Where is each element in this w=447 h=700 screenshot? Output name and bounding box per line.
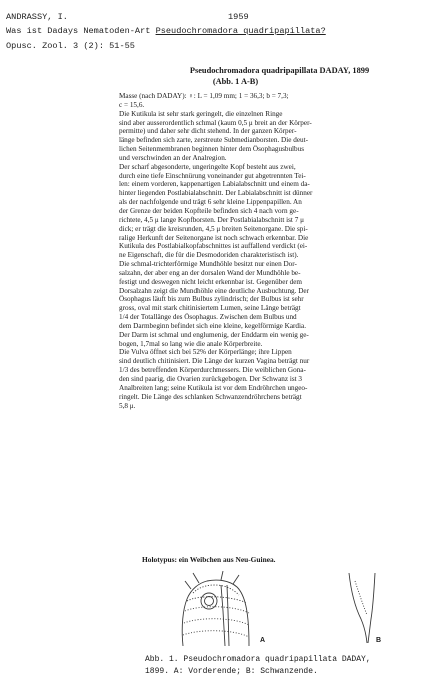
- body-line: Analbreiten lang; seine Kutikula ist vor dem Endröhrchen ungeo-: [119, 383, 308, 392]
- body-line: gross, oval mit stark chitinisiertem Lumen, seine Länge beträgt: [119, 304, 301, 313]
- body-line: sind deutlich chitinisiert. Die Länge der kurzen Vagina beträgt nur: [119, 357, 310, 366]
- citation-text: Opusc. Zool. 3 (2): 51-55: [6, 41, 135, 51]
- paper-title-species: Pseudochromadora quadripapillata?: [155, 26, 326, 36]
- body-line: Der Darm ist schmal und englumenig, der Enddarm ein wenig ge-: [119, 330, 309, 339]
- paper-title-prefix: Was ist Dadays Nematoden-Art: [6, 26, 156, 36]
- body-line: lichen Seitenmembranen beginnen hinter dem Ösophagusbulbus: [119, 145, 305, 154]
- figure-a-anterior-end: [182, 571, 249, 646]
- body-line: bogen, 1,7mal so lang wie die anale Körperbreite.: [119, 339, 263, 348]
- body-line: sind aber ausserordentlich schmal (kaum 0,5 μ breit an der Körper-: [119, 118, 312, 127]
- body-line: dem Darmbeginn befindet sich eine kleine, kegelförmige Kardia.: [119, 321, 307, 330]
- body-line: durch eine tiefe Einschnürung voneinander gut abgetrennten Tei-: [119, 171, 306, 180]
- body-line: länge befinden sich zarte, zerstreute Submedianborsten. Die deut-: [119, 136, 308, 145]
- body-line: ringelt. Die Länge des schlanken Schwanzendröhrchens beträgt: [119, 392, 302, 401]
- body-line: Dorsalzahn zeigt die Mundhöhle eine deutliche Ausbuchtung. Der: [119, 286, 310, 295]
- body-line: c = 15,6.: [119, 100, 145, 109]
- figure-b-tail-end: [349, 573, 375, 643]
- body-line: der Grenze der beiden Kopfteile befinden sich 4 nach vorn ge-: [119, 206, 299, 215]
- body-text: [119, 92, 413, 410]
- author-text: ANDRASSY, I.: [6, 12, 68, 22]
- body-line: festigt und deswegen nicht leicht erkennbar ist. Gegenüber dem: [119, 277, 303, 286]
- body-line: Die Kutikula ist sehr stark geringelt, die einzelnen Ringe: [119, 109, 283, 118]
- body-line: salzahn, der aber eng an der dorsalen Wand der Mundhöhle be-: [119, 268, 301, 277]
- header-line-author: [6, 12, 249, 23]
- figure-1: [163, 571, 413, 651]
- body-line: dick; er trägt die kreisrunden, 4,5 μ breiten Seitenorgane. Die spi-: [119, 224, 308, 233]
- body-line: Die schmal-trichterförmige Mundhöhle besitzt nur einen Dor-: [119, 260, 297, 269]
- body-line: Der scharf abgesonderte, ungeringelte Kopf besteht aus zwei,: [119, 162, 296, 171]
- body-line: Kutikula des Postlabialkopfabschnittes ist auffallend verdickt (ei-: [119, 242, 308, 251]
- year-text: 1959: [228, 12, 249, 22]
- body-line: 1/3 des betreffenden Körperdurchmessers. Die weiblichen Gona-: [119, 366, 306, 375]
- section-subtitle: (Abb. 1 A-B): [212, 77, 259, 86]
- holotype-line: Holotypus: ein Weibchen aus Neu-Guinea.: [142, 555, 276, 564]
- body-line: len: einem vorderen, kappenartigen Labialabschnitt und einem da-: [119, 180, 310, 189]
- figure-label-a: A: [260, 637, 266, 644]
- body-line: Ösophagus läuft bis zum Bulbus zylindrisch; der Bulbus ist sehr: [119, 295, 304, 304]
- figure-caption-line1: Abb. 1. Pseudochromadora quadripapillata DADAY,: [145, 655, 371, 664]
- body-line: Die Vulva öffnet sich bei 52% der Körperlänge; ihre Lippen: [119, 348, 292, 357]
- body-line: den sind paarig, die Ovarien zurückgebogen. Der Schwanz ist 3: [119, 375, 303, 383]
- body-line: ne Eigenschaft, die für die Desmodoriden charakteristisch ist).: [119, 251, 299, 260]
- header-line-citation: [6, 41, 135, 52]
- body-line: als der nachfolgende und trägt 6 sehr kleine Lippenpapillen. An: [119, 198, 302, 207]
- body-line: 5,8 μ.: [119, 401, 136, 410]
- body-line: ralige Herkunft der Seitenorgane ist noch schwach erkennbar. Die: [119, 233, 309, 242]
- figure-caption-line2: 1899. A: Vorderende; B: Schwanzende.: [145, 667, 318, 676]
- body-line: richtete, 4,5 μ lange Kopfborsten. Der Postlabialabschnitt ist 7 μ: [119, 215, 304, 224]
- figure-label-b: B: [376, 637, 382, 644]
- body-line: Masse (nach DADAY): ♀: L = 1,09 mm; 1 = 36,3; b = 7,3;: [119, 92, 289, 100]
- body-line: 1/4 der Totallänge des Ösophagus. Zwischen dem Bulbus und: [119, 313, 297, 322]
- body-line: und verschwinden an der Analregion.: [119, 153, 227, 162]
- body-line: hinter liegenden Postlabialabschnitt. Der Labialabschnitt ist dünner: [119, 189, 313, 198]
- nematode-drawing: [163, 571, 413, 646]
- section-title: Pseudochromadora quadripapillata DADAY, 1899: [189, 66, 370, 75]
- body-line: permitte) und daher sehr dicht stehend. In der ganzen Körper-: [119, 127, 297, 136]
- header-line-title: [6, 26, 326, 37]
